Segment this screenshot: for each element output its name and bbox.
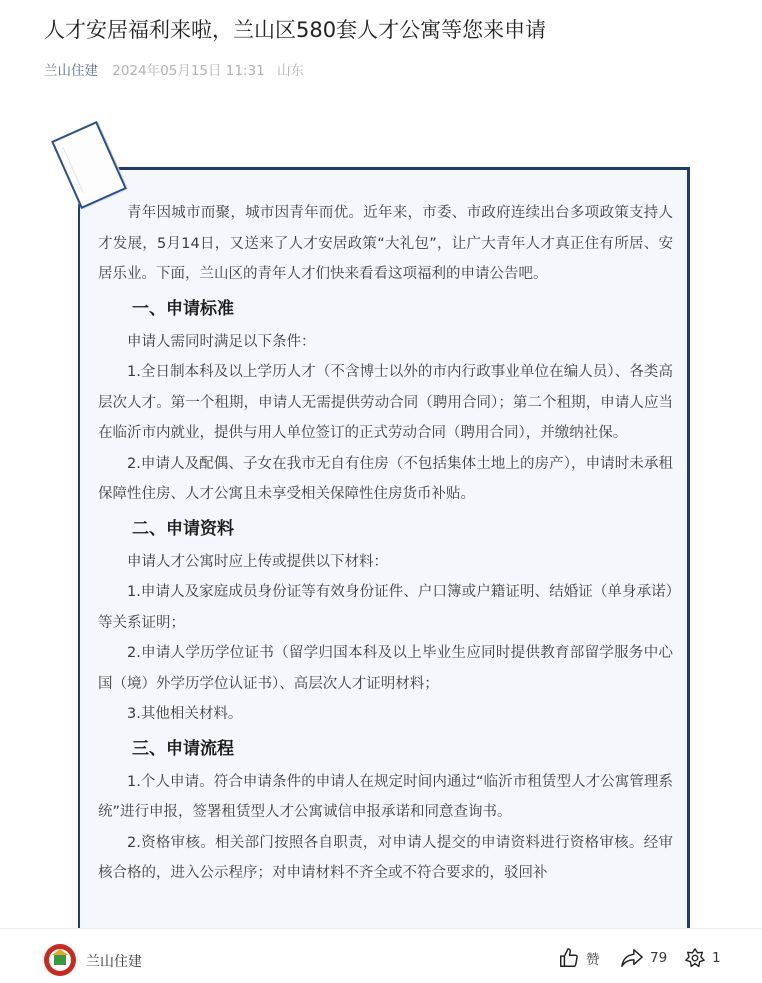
content-card: [78, 167, 690, 970]
zaikan-flower-icon: [684, 947, 706, 969]
section3-item-1: 1.个人申请。符合申请条件的申请人在规定时间内通过“临沂市租赁型人才公寓管理系统”进行申报，签署租赁型人才公寓诚信申报承诺和同意查询书。: [98, 773, 673, 820]
thumbs-up-icon: [558, 947, 580, 969]
zaikan-count: 1: [712, 950, 721, 966]
publish-location: 山东: [277, 63, 305, 79]
section3-item-2: 2.资格审核。相关部门按照各自职责，对申请人提交的申请资料进行资格审核。经审核合格的，进入公示程序；对申请材料不齐全或不符合要求的，驳回补: [98, 834, 673, 881]
zaikan-button[interactable]: [684, 947, 721, 969]
author-link[interactable]: 兰山住建: [44, 63, 98, 79]
article-body: [98, 198, 673, 889]
share-count: 79: [650, 950, 668, 966]
section-heading-standards: 一、申请标准: [132, 298, 234, 319]
share-button[interactable]: [620, 947, 667, 969]
account-logo[interactable]: [44, 944, 76, 976]
section1-item-2: 2.申请人及配偶、子女在我市无自有住房（不包括集体土地上的房产），申请时未承租保障性住房、人才公寓且未享受相关保障性住房货币补贴。: [98, 455, 673, 502]
section-heading-process: 三、申请流程: [132, 738, 234, 759]
house-icon: [54, 955, 66, 965]
section1-item-1: 1.全日制本科及以上学历人才（不含博士以外的市内行政事业单位在编人员）、各类高层次人才。第一个租期，申请人无需提供劳动合同（聘用合同）；第二个租期，申请人应当在临沂市内就业，提供与用人单位签订的正式劳动合同（聘用合同），并缴纳社保。: [98, 364, 673, 441]
account-name[interactable]: 兰山住建: [86, 954, 142, 970]
share-arrow-icon: [620, 947, 644, 969]
like-button[interactable]: [558, 947, 600, 969]
publish-date: 2024年05月15日 11:31: [112, 63, 265, 79]
section2-item-1: 1.申请人及家庭成员身份证等有效身份证件、户口簿或户籍证明、结婚证（单身承诺）等关系证明；: [98, 584, 673, 631]
article-title: 人才安居福利来啦，兰山区580套人才公寓等您来申请: [44, 18, 547, 42]
like-label: 赞: [586, 952, 600, 968]
section2-item-3: 3.其他相关材料。: [127, 706, 243, 722]
article-meta: [44, 59, 304, 79]
section2-lead: 申请人才公寓时应上传或提供以下材料：: [127, 553, 388, 570]
section1-lead: 申请人需同时满足以下条件：: [127, 333, 316, 350]
bottom-action-bar: [0, 928, 762, 983]
section-heading-materials: 二、申请资料: [132, 518, 234, 539]
section2-item-2: 2.申请人学历学位证书（留学归国本科及以上毕业生应同时提供教育部留学服务中心国（境）外学历学位认证书）、高层次人才证明材料；: [98, 645, 673, 692]
intro-paragraph: 青年因城市而聚，城市因青年而优。近年来，市委、市政府连续出台多项政策支持人才发展，5月14日，又送来了人才安居政策“大礼包”，让广大青年人才真正住有所居、安居乐业。下面，兰山区的青年人才们快来看看这项福利的申请公告吧。: [98, 205, 673, 282]
